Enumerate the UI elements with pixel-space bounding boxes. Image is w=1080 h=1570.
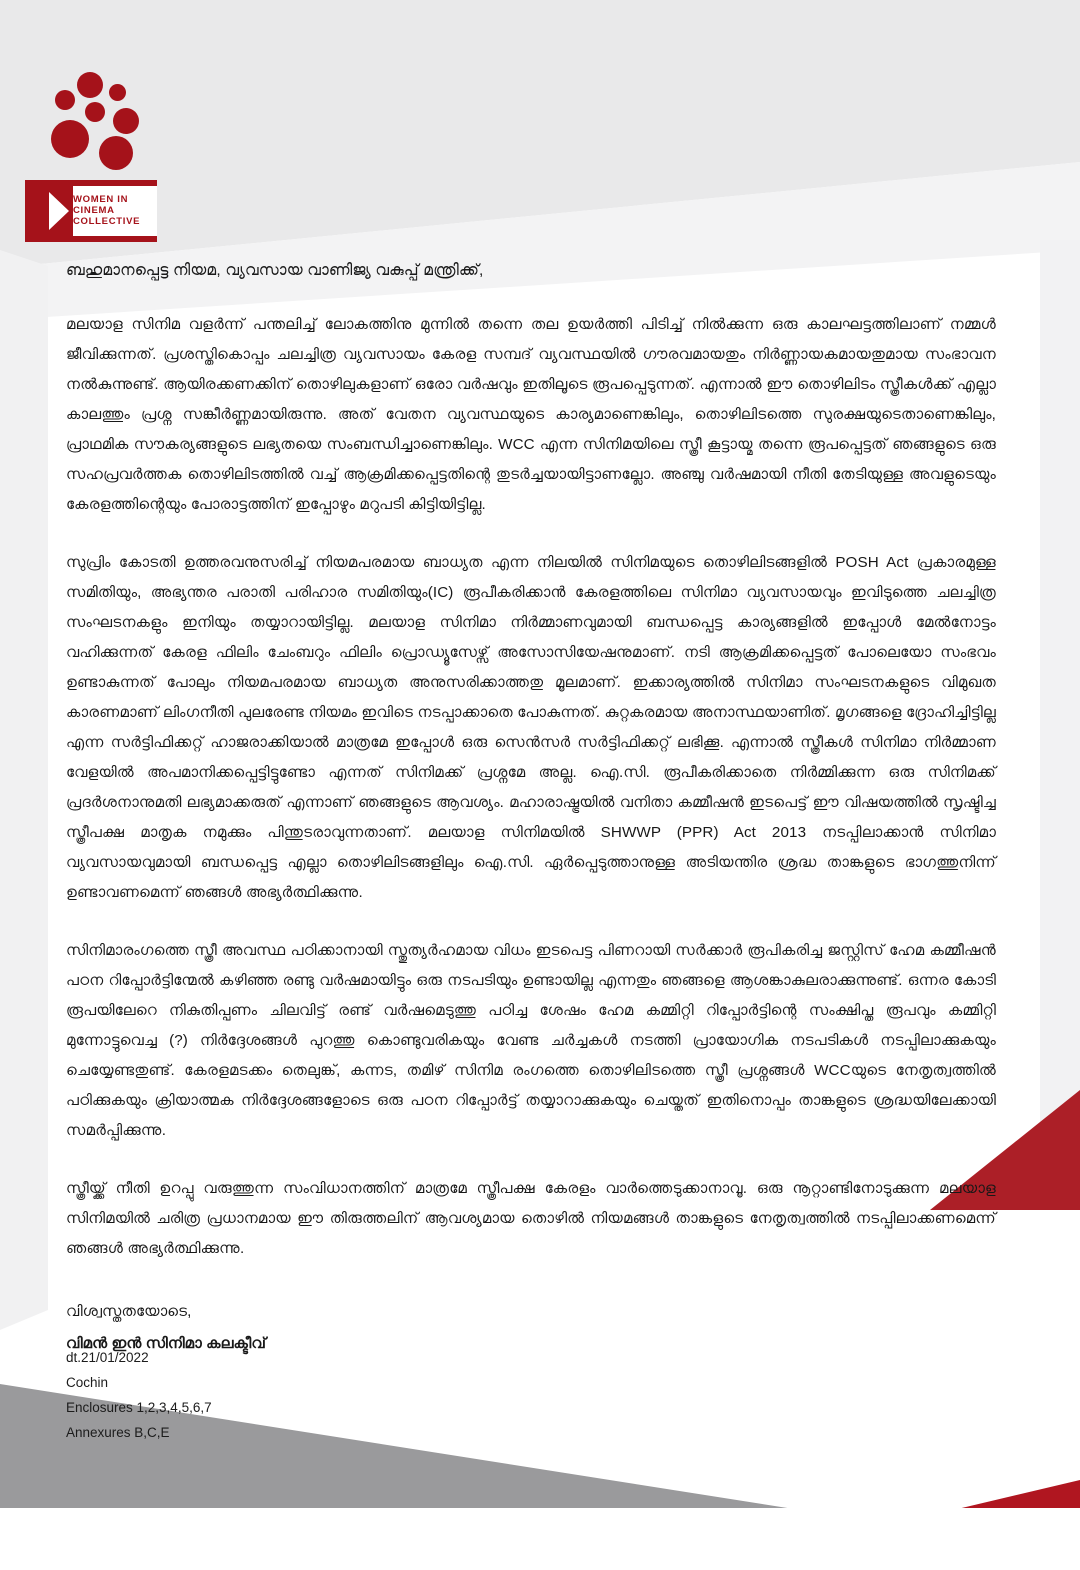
paragraph-4: സ്ത്രീയ്ക്ക് നീതി ഉറപ്പു വരുത്തുന്ന സംവിധാനത്തിന് മാത്രമേ സ്ത്രീപക്ഷ കേരളം വാർത്തെടുക്കാനാവൂ. ഒരു നൂറ്റാണ്ടിനോടുക്കുന്ന മലയാള സിനിമയിൽ ചരിത്ര പ്രധാനമായ ഈ തിരുത്തലിന് ആവശ്യമായ തൊഴിൽ നിയമങ്ങൾ താങ്കളുടെ നേതൃത്വത്തിൽ നടപ്പിലാക്കണമെന്ന് ഞങ്ങൾ അഭ്യർത്ഥിക്കുന്നു.	[66, 1180, 996, 1257]
logo-text	[73, 194, 140, 227]
logo-dot	[99, 136, 133, 170]
letter-body	[66, 262, 996, 1358]
logo-line-1: WOMEN IN	[73, 194, 129, 205]
logo-dot	[51, 120, 89, 158]
meta-enclosures: Enclosures 1,2,3,4,5,6,7	[66, 1400, 212, 1415]
closing-signature: വിമൻ ഇൻ സിനിമാ കലക്ടീവ്	[66, 1335, 267, 1352]
logo-dot	[109, 84, 126, 101]
paragraph-1: മലയാള സിനിമ വളർന്ന് പന്തലിച്ച് ലോകത്തിനു മുന്നിൽ തന്നെ തല ഉയർത്തി പിടിച്ച് നിൽക്കുന്ന ഒരു കാലഘട്ടത്തിലാണ് നമ്മൾ ജീവിക്കുന്നത്. പ്രശസ്തികൊപ്പം ചലച്ചിത്ര വ്യവസായം കേരള സമ്പദ് വ്യവസ്ഥയിൽ ഗൗരവമായതും നിർണ്ണായകമായതുമായ സംഭാവന നൽകുന്നുണ്ട്. ആയിരക്കണക്കിന് തൊഴിലുകളാണ് ഒരോ വർഷവും ഇതിലൂടെ രൂപപ്പെടുന്നത്. എന്നാൽ ഈ തൊഴിലിടം സ്ത്രീകൾക്ക് എല്ലാ കാലത്തും പ്രശ്ന സങ്കീർണ്ണമായിരുന്നു. അത് വേതന വ്യവസ്ഥയുടെ കാര്യമാണെങ്കിലും, തൊഴിലിടത്തെ സുരക്ഷയുടെതാണെങ്കിലും, പ്രാഥമിക സൗകര്യങ്ങളുടെ ലഭ്യതയെ സംബന്ധിച്ചാണെങ്കിലും. WCC എന്ന സിനിമയിലെ സ്ത്രീ കൂട്ടായ്മ തന്നെ രൂപപ്പെട്ടത് ഞങ്ങളുടെ ഒരു സഹപ്രവർത്തക തൊഴിലിടത്തിൽ വച്ച് ആക്രമിക്കപ്പെട്ടതിന്റെ തുടർച്ചയായിട്ടാണല്ലോ. അഞ്ചു വർഷമായി നീതി തേടിയുള്ള അവളുടെയും കേരളത്തിന്റെയും പോരാട്ടത്തിന് ഇപ്പോഴും മറുപടി കിട്ടിയിട്ടില്ല.	[66, 316, 996, 513]
paragraph-2: സുപ്രിം കോടതി ഉത്തരവനുസരിച്ച് നിയമപരമായ ബാധ്യത എന്ന നിലയിൽ സിനിമയുടെ തൊഴിലിടങ്ങളിൽ POSH Act പ്രകാരമുള്ള സമിതിയും, അഭ്യന്തര പരാതി പരിഹാര സമിതിയും(IC) രൂപീകരിക്കാൻ കേരളത്തിലെ സിനിമാ വ്യവസായവും ഇവിടുത്തെ ചലച്ചിത്ര സംഘടനകളും ഇനിയും തയ്യാറായിട്ടില്ല. മലയാള സിനിമാ നിർമ്മാണവുമായി ബന്ധപ്പെട്ട കാര്യങ്ങളിൽ ഇപ്പോൾ മേൽനോട്ടം വഹിക്കുന്നത് കേരള ഫിലിം ചേംബറും ഫിലിം പ്രൊഡ്യൂസേഴ്സ് അസോസിയേഷനുമാണ്. നടി ആക്രമിക്കപ്പെട്ടത് പോലെയോ സംഭവം ഉണ്ടാകുന്നത് പോലും നിയമപരമായ ബാധ്യത അനുസരിക്കാത്തതു മൂലമാണ്. ഇക്കാര്യത്തിൽ സിനിമാ സംഘടനകളുടെ വിമുഖത കാരണമാണ് ലിംഗനീതി പുലരേണ്ട നിയമം ഇവിടെ നടപ്പാക്കാതെ പോകുന്നത്. കുറ്റകരമായ അനാസ്ഥയാണിത്. മൃഗങ്ങളെ ദ്രോഹിച്ചിട്ടില്ല എന്ന സർട്ടിഫിക്കറ്റ് ഹാജരാക്കിയാൽ മാത്രമേ ഇപ്പോൾ ഒരു സെൻസർ സർട്ടിഫിക്കറ്റ് ലഭിക്കൂ. എന്നാൽ സ്ത്രീകൾ സിനിമാ നിർമ്മാണ വേളയിൽ അപമാനിക്കപ്പെട്ടിട്ടുണ്ടോ എന്നത് സിനിമക്ക് പ്രശ്നമേ അല്ല. ഐ.സി. രൂപീകരിക്കാതെ നിർമ്മിക്കുന്ന ഒരു സിനിമക്ക് പ്രദർശനാനുമതി ലഭ്യമാക്കരുത് എന്നാണ് ഞങ്ങളുടെ ആവശ്യം. മഹാരാഷ്ട്രയിൽ വനിതാ കമ്മീഷൻ ഇടപെട്ട് ഈ വിഷയത്തിൽ സൃഷ്ടിച്ച സ്ത്രീപക്ഷ മാതൃക നമുക്കും പിന്തുടരാവുന്നതാണ്. മലയാള സിനിമയിൽ SHWWP (PPR) Act 2013 നടപ്പിലാക്കാൻ സിനിമാ വ്യവസായവുമായി ബന്ധപ്പെട്ട എല്ലാ തൊഴിലിടങ്ങളിലും ഐ.സി. ഏർപ്പെടുത്താനുള്ള അടിയന്തിര ശ്രദ്ധ താങ്കളുടെ ഭാഗത്തുനിന്ന് ഉണ്ടാവണമെന്ന് ഞങ്ങൾ അഭ്യർത്ഥിക്കുന്നു.	[66, 554, 996, 901]
logo-dot	[113, 108, 139, 134]
right-edge-band	[1040, 240, 1080, 1190]
meta-date: dt.21/01/2022	[66, 1350, 149, 1365]
wcc-logo	[25, 72, 155, 242]
meta-place: Cochin	[66, 1375, 109, 1390]
meta-annexures: Annexures B,C,E	[66, 1425, 170, 1440]
footer-white-band	[0, 1508, 1080, 1570]
left-edge-band	[0, 250, 48, 1330]
logo-dot	[85, 102, 105, 122]
logo-dot	[55, 90, 75, 110]
logo-line-2: CINEMA	[73, 205, 115, 216]
paragraph-3: സിനിമാരംഗത്തെ സ്ത്രീ അവസ്ഥ പഠിക്കാനായി സ്തുത്യർഹമായ വിധം ഇടപെട്ട പിണറായി സർക്കാർ രൂപികരിച്ച ജസ്റ്റിസ് ഹേമ കമ്മീഷൻ പഠന റിപ്പോർട്ടിന്മേൽ കഴിഞ്ഞ രണ്ടു വർഷമായിട്ടും ഒരു നടപടിയും ഉണ്ടായില്ല എന്നതും ഞങ്ങളെ ആശങ്കാകുലരാക്കുന്നുണ്ട്. ഒന്നര കോടി രൂപയിലേറെ നികുതിപ്പണം ചിലവിട്ട് രണ്ട് വർഷമെടുത്തു പഠിച്ച ശേഷം ഹേമ കമ്മിറ്റി റിപ്പോർട്ടിന്റെ സംക്ഷിപ്ത രൂപവും കമ്മിറ്റി മുന്നോട്ടുവെച്ച (?) നിർദ്ദേശങ്ങൾ പുറത്തു കൊണ്ടുവരികയും വേണ്ട ചർച്ചകൾ നടത്തി പ്രായോഗിക നടപടികൾ നടപ്പിലാക്കുകയും ചെയ്യേണ്ടതുണ്ട്. കേരളമടക്കം തെലുങ്ക്, കന്നട, തമിഴ് സിനിമ രംഗത്തെ തൊഴിലിടത്തെ സ്ത്രീ പ്രശ്നങ്ങൾ WCCയുടെ നേതൃത്വത്തിൽ പഠിക്കുകയും ക്രിയാത്മക നിർദ്ദേശങ്ങളോടെ ഒരു പഠന റിപ്പോർട്ട് തയ്യാറാക്കുകയും ചെയ്തത് ഇതിനൊപ്പം താങ്കളുടെ ശ്രദ്ധയിലേക്കായി സമർപ്പിക്കുന്നു.	[66, 942, 996, 1139]
logo-dot	[77, 72, 103, 98]
closing-regards: വിശ്വസ്തതയോടെ,	[66, 1303, 192, 1320]
logo-line-3: COLLECTIVE	[73, 216, 141, 227]
document-meta	[66, 1345, 212, 1445]
salutation: ബഹുമാനപ്പെട്ട നിയമ, വ്യവസായ വാണിജ്യ വകുപ്പ് മന്ത്രിക്ക്,	[66, 262, 484, 279]
